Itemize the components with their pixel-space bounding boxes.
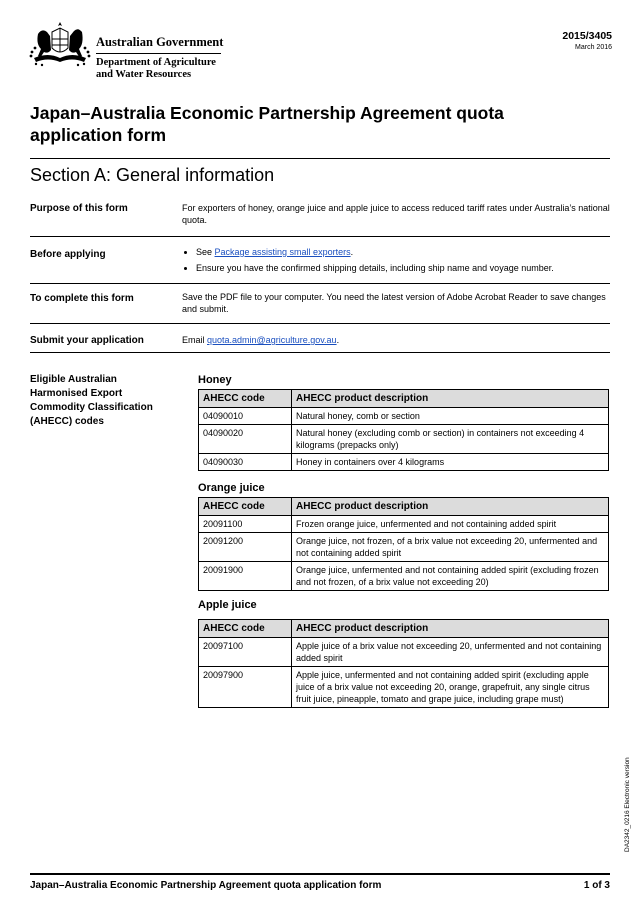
product-description: Orange juice, not frozen, of a brix value not exceeding 20, unfermented and not containing added spirit: [292, 533, 609, 562]
document-version-text: DA2342_0216 Electronic version: [624, 757, 631, 852]
ahecc-code: 20091100: [199, 516, 292, 533]
ahecc-code: 04090010: [199, 408, 292, 425]
document-version-note: [616, 752, 631, 852]
row-divider: [30, 283, 610, 284]
submit-prefix: Email: [182, 335, 208, 345]
purpose-label: Purpose of this form: [30, 203, 128, 214]
ahecc-code: 20097900: [199, 667, 292, 708]
quota-email-link[interactable]: quota.admin@agriculture.gov.au: [207, 335, 337, 345]
complete-form-text: Save the PDF file to your computer. You need the latest version of Adobe Acrobat Reader to save changes and submit.: [182, 292, 606, 314]
table-row: [199, 638, 609, 667]
product-description: Honey in containers over 4 kilograms: [292, 454, 609, 471]
list-item-text: See: [196, 247, 215, 257]
title-divider: [30, 158, 610, 159]
product-description: Apple juice of a brix value not exceeding 20, unfermented and not containing added spirit: [292, 638, 609, 667]
before-applying-label: Before applying: [30, 249, 106, 260]
page-header: [28, 22, 612, 84]
column-header-description: AHECC product description: [292, 620, 609, 638]
product-description: Natural honey, comb or section: [292, 408, 609, 425]
product-description: Orange juice, unfermented and not containing added spirit (excluding frozen and not frozen, of a brix value not exceeding 20): [292, 562, 609, 591]
package-assisting-link[interactable]: Package assisting small exporters: [214, 247, 351, 257]
ahecc-code: 20097100: [199, 638, 292, 667]
honey-table: [198, 389, 609, 471]
column-header-description: AHECC product description: [292, 390, 609, 408]
apple-juice-section: [198, 598, 609, 708]
table-header-row: [199, 390, 609, 408]
orange-juice-table: [198, 497, 609, 591]
document-number: 2015/3405: [562, 30, 612, 42]
apple-juice-heading: Apple juice: [198, 599, 257, 611]
government-logo-text: [96, 34, 223, 81]
column-header-description: AHECC product description: [292, 498, 609, 516]
submit-suffix: .: [336, 335, 340, 345]
document-reference: [562, 30, 612, 54]
department-line-1: Department of Agriculture: [96, 57, 216, 68]
purpose-text: For exporters of honey, orange juice and apple juice to access reduced tariff rates under Australia’s national quota.: [182, 203, 610, 225]
product-description: Apple juice, unfermented and not containing added spirit (excluding apple juice of a brix value not exceeding 20, orange, grapefruit, any single citrus fruit juice, pineapple, tomato and grape juice, including grape must): [292, 667, 609, 708]
table-row: [199, 408, 609, 425]
before-applying-list: [182, 246, 610, 278]
row-divider: [30, 323, 610, 324]
table-row: [199, 454, 609, 471]
footer-title: Japan–Australia Economic Partnership Agreement quota application form: [30, 880, 382, 891]
page-title: Japan–Australia Economic Partnership Agreement quota application form: [30, 103, 504, 145]
honey-heading: Honey: [198, 374, 232, 386]
ahecc-code: 20091200: [199, 533, 292, 562]
product-description: Natural honey (excluding comb or section) in containers not exceeding 4 kilograms (prepacks only): [292, 425, 609, 454]
table-row: [199, 533, 609, 562]
ahecc-code: 20091900: [199, 562, 292, 591]
list-item-punctuation: .: [350, 247, 354, 257]
ahecc-code: 04090030: [199, 454, 292, 471]
table-row: [199, 667, 609, 708]
list-item: [196, 246, 610, 258]
honey-section: [198, 373, 609, 471]
complete-form-label: To complete this form: [30, 293, 134, 304]
logo-divider: [96, 53, 221, 54]
orange-juice-section: [198, 481, 609, 591]
document-date: March 2016: [575, 44, 612, 51]
ahecc-code: 04090020: [199, 425, 292, 454]
row-divider: [30, 352, 610, 353]
row-divider: [30, 236, 610, 237]
page-number: 1 of 3: [583, 880, 610, 891]
submit-text: [182, 334, 610, 346]
footer-divider: [30, 873, 610, 875]
orange-juice-heading: Orange juice: [198, 482, 265, 494]
table-row: [199, 425, 609, 454]
table-row: [199, 562, 609, 591]
submit-label: Submit your application: [30, 335, 144, 346]
table-header-row: [199, 620, 609, 638]
column-header-code: AHECC code: [199, 498, 292, 516]
product-description: Frozen orange juice, unfermented and not containing added spirit: [292, 516, 609, 533]
table-header-row: [199, 498, 609, 516]
section-heading: Section A: General information: [30, 165, 275, 185]
ahecc-codes-label: Eligible Australian Harmonised Export Commodity Classification (AHECC) codes: [30, 374, 153, 427]
column-header-code: AHECC code: [199, 390, 292, 408]
coat-of-arms-icon: [28, 22, 92, 68]
table-row: [199, 516, 609, 533]
government-name: Australian Government: [96, 35, 224, 49]
column-header-code: AHECC code: [199, 620, 292, 638]
apple-juice-table: [198, 619, 609, 708]
list-item: • Ensure you have the confirmed shipping details, including ship name and voyage number.: [196, 262, 610, 274]
department-line-2: and Water Resources: [96, 69, 192, 80]
